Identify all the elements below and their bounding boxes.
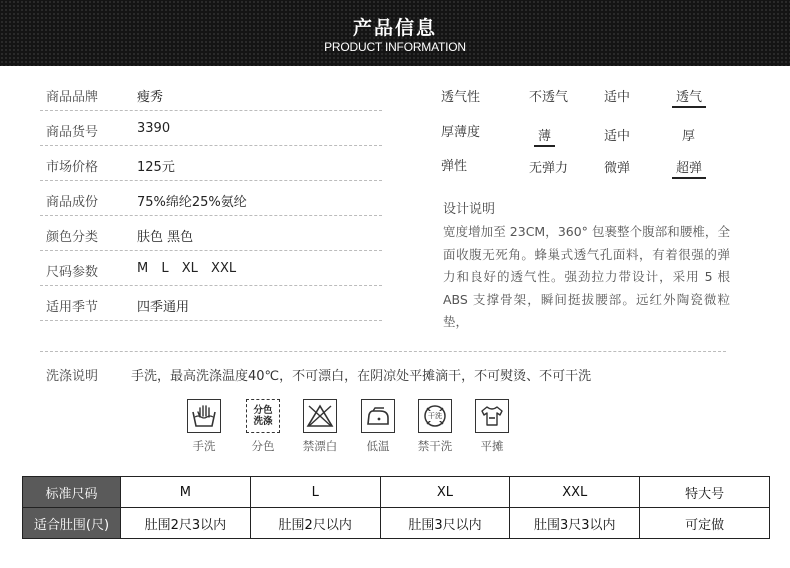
care-low-iron (349, 399, 407, 454)
table-row (23, 477, 770, 508)
care-label: 禁干洗 (417, 439, 453, 453)
size-list (137, 261, 245, 276)
size-table (22, 476, 770, 539)
info-row-item-no (40, 111, 382, 146)
info-label: 市场价格 (46, 160, 99, 175)
attr-option: 适中 (604, 90, 631, 105)
design-description: 宽度增加至 23CM，360° 包裹整个腹部和腰椎，全面收腹无死角。蜂巢式透气孔面料，有着很强的弹力和良好的透气性。强劲拉力带设计，采用 5 根 ABS 支撑骨架，瞬间挺拔腰部。远红外陶瓷微粒垫， (443, 224, 730, 329)
info-row-material (40, 181, 382, 216)
no-dry-clean-icon (418, 399, 452, 433)
info-label: 尺码参数 (46, 265, 99, 280)
hand-wash-icon (187, 399, 221, 433)
info-row-color (40, 216, 382, 251)
size-option: XL (181, 261, 198, 276)
table-cell: XXL (510, 477, 640, 508)
section-header (0, 0, 790, 66)
size-option: M (137, 261, 149, 276)
size-option: L (161, 261, 169, 276)
washing-instructions: 手洗，最高洗涤温度40℃，不可漂白，在阴凉处平摊滴干，不可熨烫、不可干洗 (131, 369, 592, 384)
care-label: 平摊 (480, 439, 504, 453)
info-value: 肤色 黑色 (137, 230, 194, 245)
table-cell: 可定做 (640, 508, 770, 539)
info-label: 商品货号 (46, 125, 99, 140)
table-cell: 肚围2尺以内 (250, 508, 380, 539)
no-bleach-icon (303, 399, 337, 433)
info-label: 颜色分类 (46, 230, 99, 245)
table-cell: 肚围3尺3以内 (510, 508, 640, 539)
info-row-sizes (40, 251, 382, 286)
table-cell: XL (380, 477, 510, 508)
table-cell: M (121, 477, 251, 508)
care-no-dry-clean (406, 399, 464, 454)
info-row-brand (40, 76, 382, 111)
care-label: 分色 (251, 439, 275, 453)
table-cell: 肚围2尺3以内 (121, 508, 251, 539)
table-header-cell: 标准尺码 (23, 477, 121, 508)
attr-option: 厚 (682, 129, 696, 144)
care-label: 禁漂白 (302, 439, 338, 453)
care-hand-wash (175, 399, 233, 454)
table-cell: L (250, 477, 380, 508)
attr-option: 适中 (604, 129, 631, 144)
divider (40, 351, 726, 352)
info-row-price (40, 146, 382, 181)
care-dry-flat (463, 399, 521, 454)
separate-color-icon: 分色洗涤 (246, 399, 280, 433)
attr-option: 薄 (538, 125, 551, 144)
table-header-cell: 适合肚围(尺) (23, 508, 121, 539)
care-no-bleach (291, 399, 349, 454)
attr-option: 透气 (676, 86, 702, 105)
attr-option: 超弹 (676, 157, 702, 176)
info-value: 75%绵纶25%氨纶 (137, 195, 247, 210)
attr-option: 微弹 (604, 161, 631, 176)
info-value: 四季通用 (137, 300, 190, 315)
info-value: 125元 (137, 160, 175, 175)
header-subtitle: PRODUCT INFORMATION (324, 40, 466, 54)
attr-option: 不透气 (529, 90, 569, 105)
header-title: 产品信息 (352, 17, 437, 39)
low-iron-icon (361, 399, 395, 433)
washing-label: 洗涤说明 (46, 369, 99, 384)
size-option: XXL (211, 261, 237, 276)
info-label: 商品品牌 (46, 90, 99, 105)
care-label: 低温 (366, 439, 390, 453)
dry-clean-text: 干洗 (428, 412, 442, 420)
attr-label: 透气性 (441, 90, 481, 105)
table-row (23, 508, 770, 539)
attr-label: 弹性 (441, 159, 468, 174)
attr-option: 无弹力 (529, 161, 569, 176)
care-label: 手洗 (192, 439, 216, 453)
info-label: 适用季节 (46, 300, 99, 315)
info-value: 瘦秀 (137, 90, 164, 105)
info-label: 商品成份 (46, 195, 99, 210)
attr-label: 厚薄度 (441, 125, 481, 140)
design-title: 设计说明 (443, 202, 496, 217)
info-value: 3390 (137, 121, 171, 136)
table-cell: 特大号 (640, 477, 770, 508)
table-cell: 肚围3尺以内 (380, 508, 510, 539)
dry-flat-icon (475, 399, 509, 433)
info-row-season (40, 286, 382, 321)
care-separate-color (234, 399, 292, 454)
